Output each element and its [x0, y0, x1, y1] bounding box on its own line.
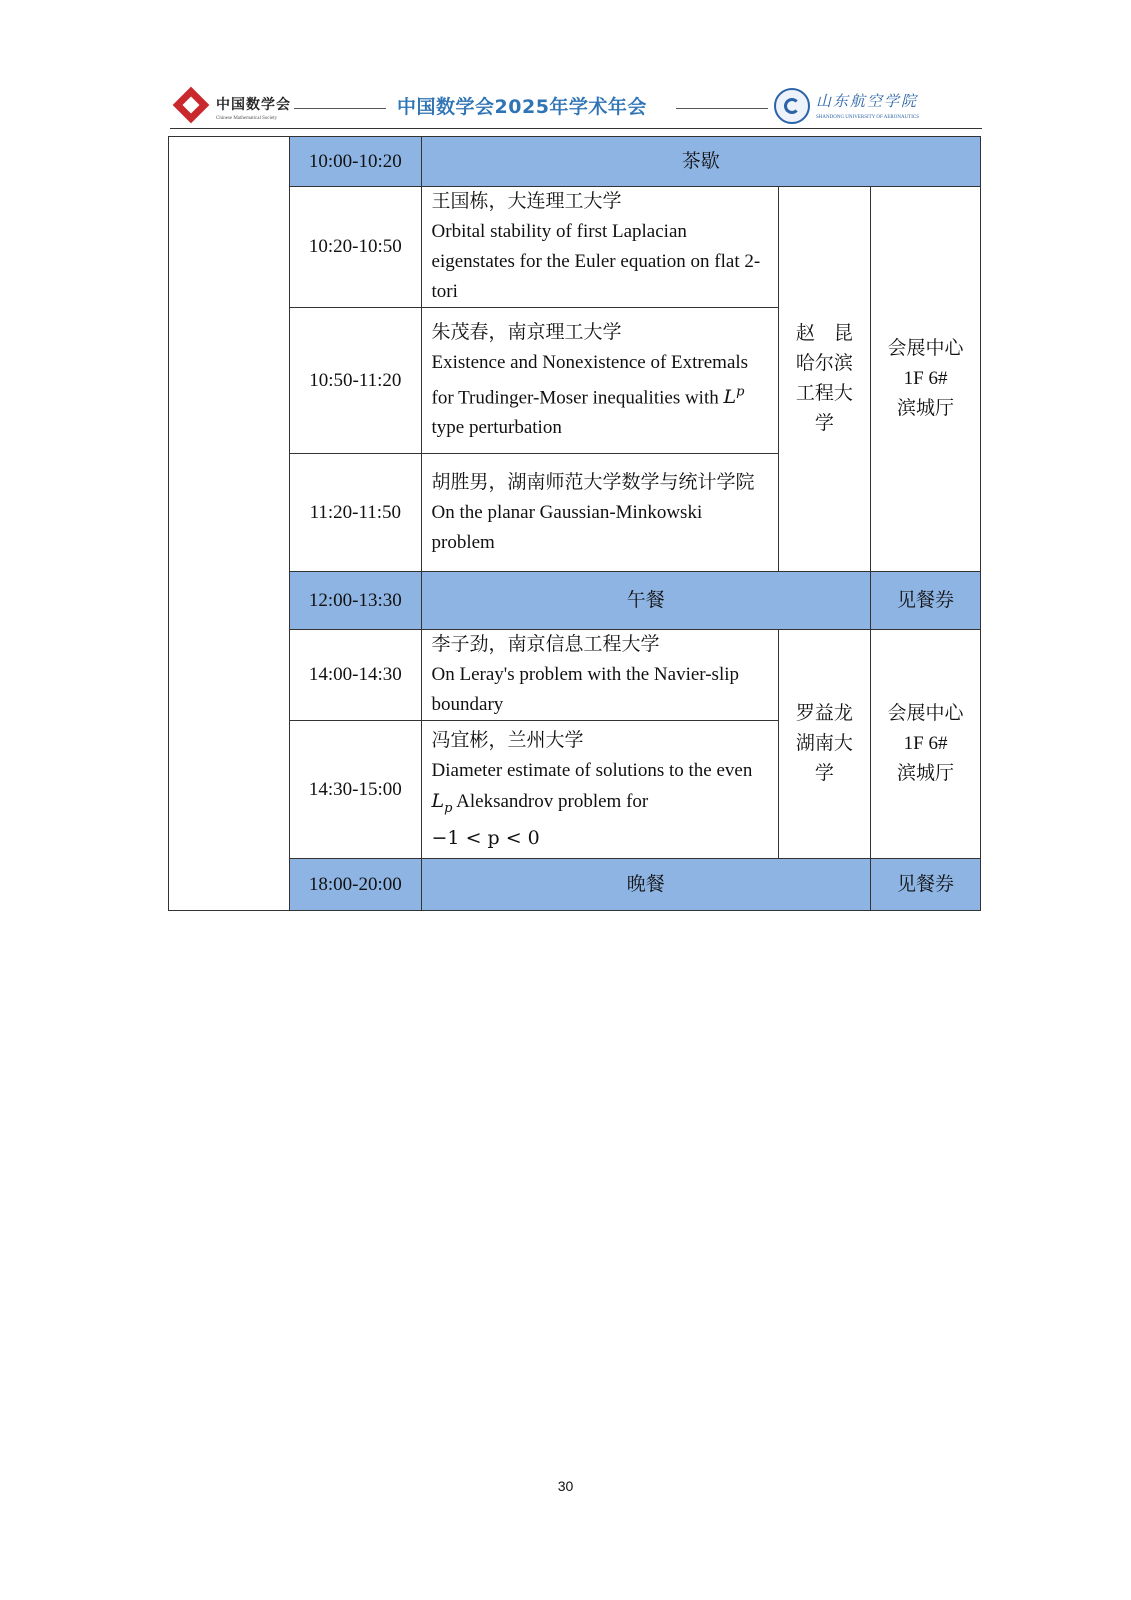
venue-hall: 滨城厅	[897, 398, 955, 419]
chair-affiliation: 学	[814, 413, 834, 434]
math-lp: $L^p$	[723, 384, 745, 409]
venue-hall: 滨城厅	[897, 763, 955, 784]
table-row	[169, 630, 981, 721]
talk-title: Existence and Nonexistence of Extremals for Trudinger-Moser inequalities with $L^p$	[431, 351, 749, 409]
time-cell: 18:00-20:00	[290, 859, 421, 911]
talk-speaker: 朱茂春，南京理工大学	[431, 321, 622, 343]
time-cell: 14:00-14:30	[290, 630, 421, 721]
page-number: 30	[557, 1478, 574, 1494]
talk-speaker: 王国栋，大连理工大学	[431, 191, 622, 212]
venue-floor: 1F 6#	[903, 368, 948, 389]
sdua-emblem-icon	[774, 88, 810, 124]
sdua-logo-text: 山东航空学院	[816, 94, 919, 110]
meal-venue-cell: 见餐券	[871, 572, 981, 630]
chair-affiliation: 湖南大	[795, 733, 853, 754]
table-row	[169, 572, 981, 630]
time-cell: 14:30-15:00	[290, 721, 421, 859]
chair-affiliation: 学	[814, 763, 834, 784]
cms-logo-text: 中国数学会	[216, 98, 291, 113]
conference-title: 中国数学会2025年学术年会	[397, 96, 647, 118]
venue-cell	[871, 187, 981, 572]
cms-diamond-icon	[173, 87, 210, 124]
time-cell: 12:00-13:30	[290, 572, 421, 630]
dinner-cell: 晚餐	[421, 859, 871, 911]
schedule-table	[168, 136, 981, 911]
time-cell: 10:50-11:20	[290, 308, 421, 454]
header-divider-left	[294, 108, 386, 109]
chair-name: 赵 昆	[795, 323, 853, 344]
sdua-logo	[774, 86, 934, 128]
talk-title-continued: type perturbation	[431, 417, 562, 439]
lunch-cell: 午餐	[421, 572, 871, 630]
talk-title: On the planar Gaussian-Minkowski problem	[431, 501, 703, 553]
date-column-cell	[169, 137, 290, 911]
math-range: −1 < p < 0	[431, 827, 540, 850]
talk-title: Orbital stability of first Laplacian eigenstates for the Euler equation on flat 2-tori	[431, 221, 761, 302]
table-row	[169, 187, 981, 308]
venue-cell	[871, 630, 981, 859]
header-divider-right	[676, 108, 768, 109]
time-cell: 10:00-10:20	[290, 137, 421, 187]
session-chair-cell	[778, 187, 870, 572]
session-chair-cell	[778, 630, 870, 859]
venue-name: 会展中心	[887, 338, 964, 359]
time-cell: 11:20-11:50	[290, 454, 421, 572]
talk-title: On Leray's problem with the Navier-slip boundary	[431, 664, 740, 715]
sdua-logo-english: SHANDONG UNIVERSITY OF AERONAUTICS	[816, 115, 920, 120]
talk-cell	[421, 187, 778, 308]
chair-affiliation: 哈尔滨	[795, 353, 853, 374]
table-row	[169, 137, 981, 187]
talk-speaker: 冯宜彬，兰州大学	[431, 729, 584, 751]
cms-logo-english: Chinese Mathematical Society	[216, 116, 278, 121]
tea-break-cell: 茶歇	[421, 137, 980, 187]
chair-name: 罗益龙	[795, 703, 853, 724]
page-header	[170, 84, 982, 130]
talk-cell	[421, 454, 778, 572]
talk-cell	[421, 721, 778, 859]
talk-title: Diameter estimate of solutions to the even $L_p$ Aleksandrov problem for	[431, 759, 753, 816]
venue-name: 会展中心	[887, 703, 964, 724]
time-cell: 10:20-10:50	[290, 187, 421, 308]
math-lp: $L_p$	[431, 789, 453, 816]
chair-affiliation: 工程大	[795, 383, 853, 404]
venue-floor: 1F 6#	[903, 733, 948, 754]
talk-speaker: 胡胜男，湖南师范大学数学与统计学院	[431, 471, 755, 493]
header-rule	[170, 128, 982, 129]
table-row	[169, 859, 981, 911]
cms-logo	[176, 88, 300, 128]
talk-cell	[421, 308, 778, 454]
talk-speaker: 李子劲，南京信息工程大学	[431, 634, 660, 655]
talk-cell	[421, 630, 778, 721]
meal-venue-cell: 见餐券	[871, 859, 981, 911]
